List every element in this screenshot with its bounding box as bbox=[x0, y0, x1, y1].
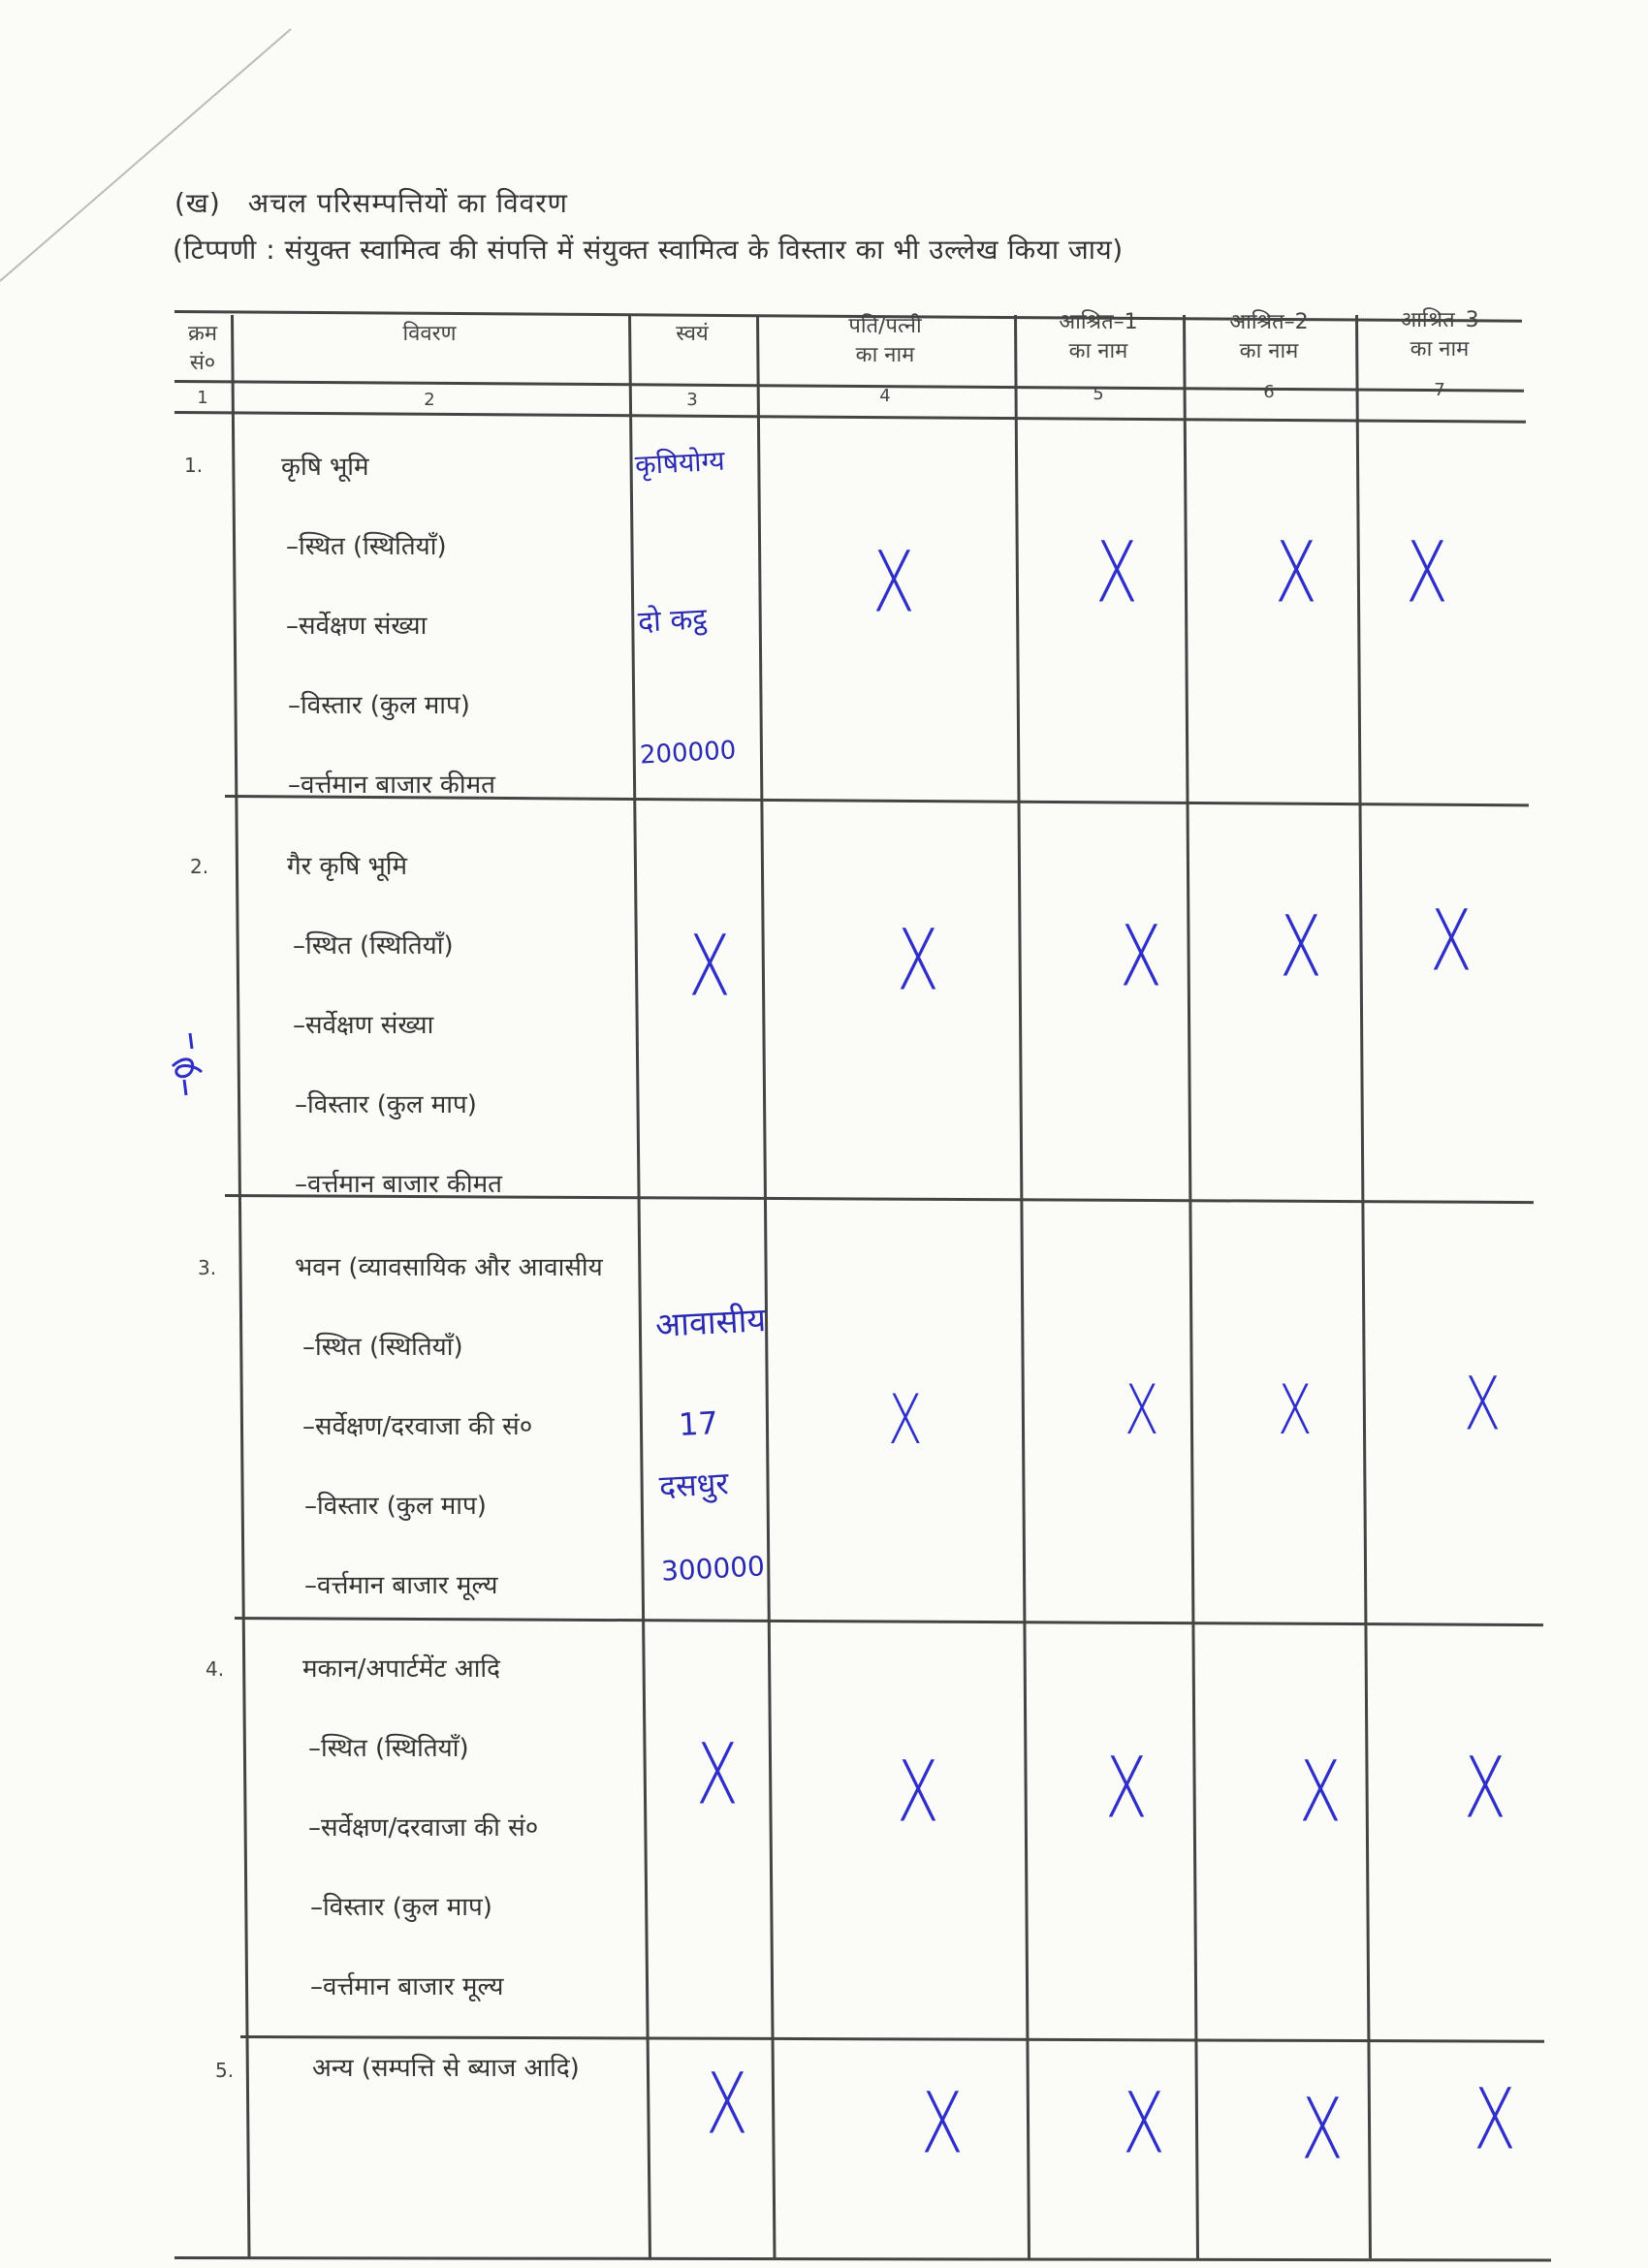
header-sno: क्रम सं० bbox=[187, 322, 218, 375]
row-1-self-location: कृषियोग्य bbox=[634, 444, 726, 482]
row-divider-4 bbox=[240, 2035, 1544, 2043]
header-self: स्वयं bbox=[676, 322, 709, 346]
row-2-title: गैर कृषि भूमि bbox=[287, 852, 408, 881]
page-note: (टिप्पणी : संयुक्त स्वामित्व की संपत्ति में संयुक्त स्वामित्व के विस्तार का भी उल्लेख किया जाय) bbox=[173, 234, 1124, 266]
row-2-field-1: –स्थित (स्थितियाँ) bbox=[293, 931, 454, 961]
row-4-dep3-mark: X bbox=[1464, 1741, 1506, 1838]
row-2-field-4: –वर्त्तमान बाजार कीमत bbox=[295, 1170, 502, 1199]
row-1-field-2: –सर्वेक्षण संख्या bbox=[286, 612, 428, 641]
row-4-title: मकान/अपार्टमेंट आदि bbox=[302, 1654, 500, 1684]
row-5-sno: 5. bbox=[215, 2059, 235, 2082]
row-1-field-4: –वर्त्तमान बाजार कीमत bbox=[288, 771, 495, 800]
header-dependent-3: आश्रित–3 का नाम bbox=[1400, 308, 1479, 362]
row-5-title: अन्य (सम्पत्ति से ब्याज आदि) bbox=[312, 2054, 580, 2083]
heading-title: अचल परिसम्पत्तियों का विवरण bbox=[247, 187, 568, 219]
row-1-spouse-mark: X bbox=[872, 535, 915, 632]
colnum-3: 3 bbox=[686, 390, 698, 410]
row-1-sno: 1. bbox=[184, 454, 204, 477]
row-4-dep2-mark: X bbox=[1299, 1745, 1342, 1842]
row-3-title: भवन (व्यावसायिक और आवासीय bbox=[295, 1253, 603, 1282]
row-3-spouse-mark: X bbox=[888, 1381, 923, 1461]
row-1-dep2-mark: X bbox=[1275, 525, 1317, 622]
row-4-sno: 4. bbox=[206, 1657, 225, 1681]
col-line-1 bbox=[231, 315, 250, 2258]
colnum-1: 1 bbox=[197, 388, 208, 408]
row-1-self-survey: दो कट्ठ bbox=[637, 602, 708, 640]
row-4-field-4: –वर्त्तमान बाजार मूल्य bbox=[310, 1972, 504, 2001]
row-3-dep1-mark: X bbox=[1125, 1371, 1159, 1451]
row-2-spouse-mark: X bbox=[897, 913, 939, 1010]
row-3-field-2: –सर्वेक्षण/दरवाजा की सं० bbox=[302, 1412, 533, 1441]
header-dependent-1: आश्रित–1 का नाम bbox=[1059, 310, 1138, 363]
row-3-dep2-mark: X bbox=[1278, 1371, 1313, 1451]
col-line-4 bbox=[1014, 315, 1030, 2258]
colnum-5: 5 bbox=[1093, 384, 1104, 404]
row-3-self-area: दसधुर bbox=[658, 1465, 730, 1505]
row-3-field-1: –स्थित (स्थितियाँ) bbox=[302, 1333, 463, 1362]
row-5-dep1-mark: X bbox=[1123, 2076, 1165, 2173]
header-spouse: पति/पत्नी का नाम bbox=[848, 314, 922, 367]
row-3-field-4: –वर्त्तमान बाजार मूल्य bbox=[304, 1571, 498, 1600]
col-line-6 bbox=[1355, 315, 1372, 2258]
row-1-self-value: 200000 bbox=[639, 736, 737, 771]
colnum-4: 4 bbox=[879, 386, 891, 406]
row-3-field-3: –विस्तार (कुल माप) bbox=[304, 1492, 487, 1521]
row-1-title: कृषि भूमि bbox=[281, 453, 369, 482]
row-3-sno: 3. bbox=[198, 1256, 217, 1279]
header-details: विवरण bbox=[402, 322, 457, 346]
row-4-field-3: –विस्तार (कुल माप) bbox=[310, 1893, 492, 1922]
row-3-self-door-no: 17 bbox=[678, 1403, 719, 1444]
colnum-divider bbox=[174, 411, 1526, 424]
row-5-dep2-mark: X bbox=[1301, 2082, 1344, 2179]
row-2-sno: 2. bbox=[190, 855, 209, 878]
row-4-field-1: –स्थित (स्थितियाँ) bbox=[308, 1734, 469, 1763]
row-3-self-value: 300000 bbox=[660, 1550, 766, 1588]
table-bottom-border bbox=[174, 2256, 1551, 2261]
row-1-field-1: –स्थित (स्थितियाँ) bbox=[286, 532, 447, 561]
heading-prefix: (ख) bbox=[174, 187, 221, 219]
colnum-2: 2 bbox=[424, 390, 435, 410]
row-2-dep3-mark: X bbox=[1430, 894, 1473, 991]
row-3-dep3-mark: X bbox=[1464, 1362, 1502, 1448]
row-5-self-mark: X bbox=[706, 2057, 748, 2154]
row-5-spouse-mark: X bbox=[921, 2076, 964, 2173]
row-1-field-3: –विस्तार (कुल माप) bbox=[288, 691, 470, 720]
header-dependent-2: आश्रित–2 का नाम bbox=[1229, 310, 1309, 363]
row-4-spouse-mark: X bbox=[897, 1745, 939, 1842]
colnum-7: 7 bbox=[1434, 380, 1445, 400]
row-divider-3 bbox=[235, 1617, 1543, 1626]
row-2-self-mark: X bbox=[688, 919, 731, 1016]
row-1-dep3-mark: X bbox=[1406, 525, 1448, 622]
colnum-6: 6 bbox=[1263, 382, 1275, 402]
row-3-self-location: आवासीय bbox=[654, 1301, 768, 1345]
row-1-dep1-mark: X bbox=[1095, 525, 1138, 622]
row-4-field-2: –सर्वेक्षण/दरवाजा की सं० bbox=[308, 1813, 539, 1843]
row-4-dep1-mark: X bbox=[1105, 1741, 1148, 1838]
row-2-dep1-mark: X bbox=[1120, 909, 1162, 1006]
page-corner-fold bbox=[0, 0, 310, 291]
row-2-dep2-mark: X bbox=[1280, 899, 1322, 996]
col-line-5 bbox=[1183, 315, 1199, 2258]
col-line-3 bbox=[756, 315, 776, 2258]
margin-initials-scribble bbox=[163, 1027, 211, 1105]
row-2-field-2: –सर्वेक्षण संख्या bbox=[293, 1011, 434, 1040]
row-4-self-mark: X bbox=[696, 1727, 739, 1824]
row-2-field-3: –विस्तार (कुल माप) bbox=[295, 1090, 477, 1119]
row-5-dep3-mark: X bbox=[1474, 2072, 1516, 2169]
